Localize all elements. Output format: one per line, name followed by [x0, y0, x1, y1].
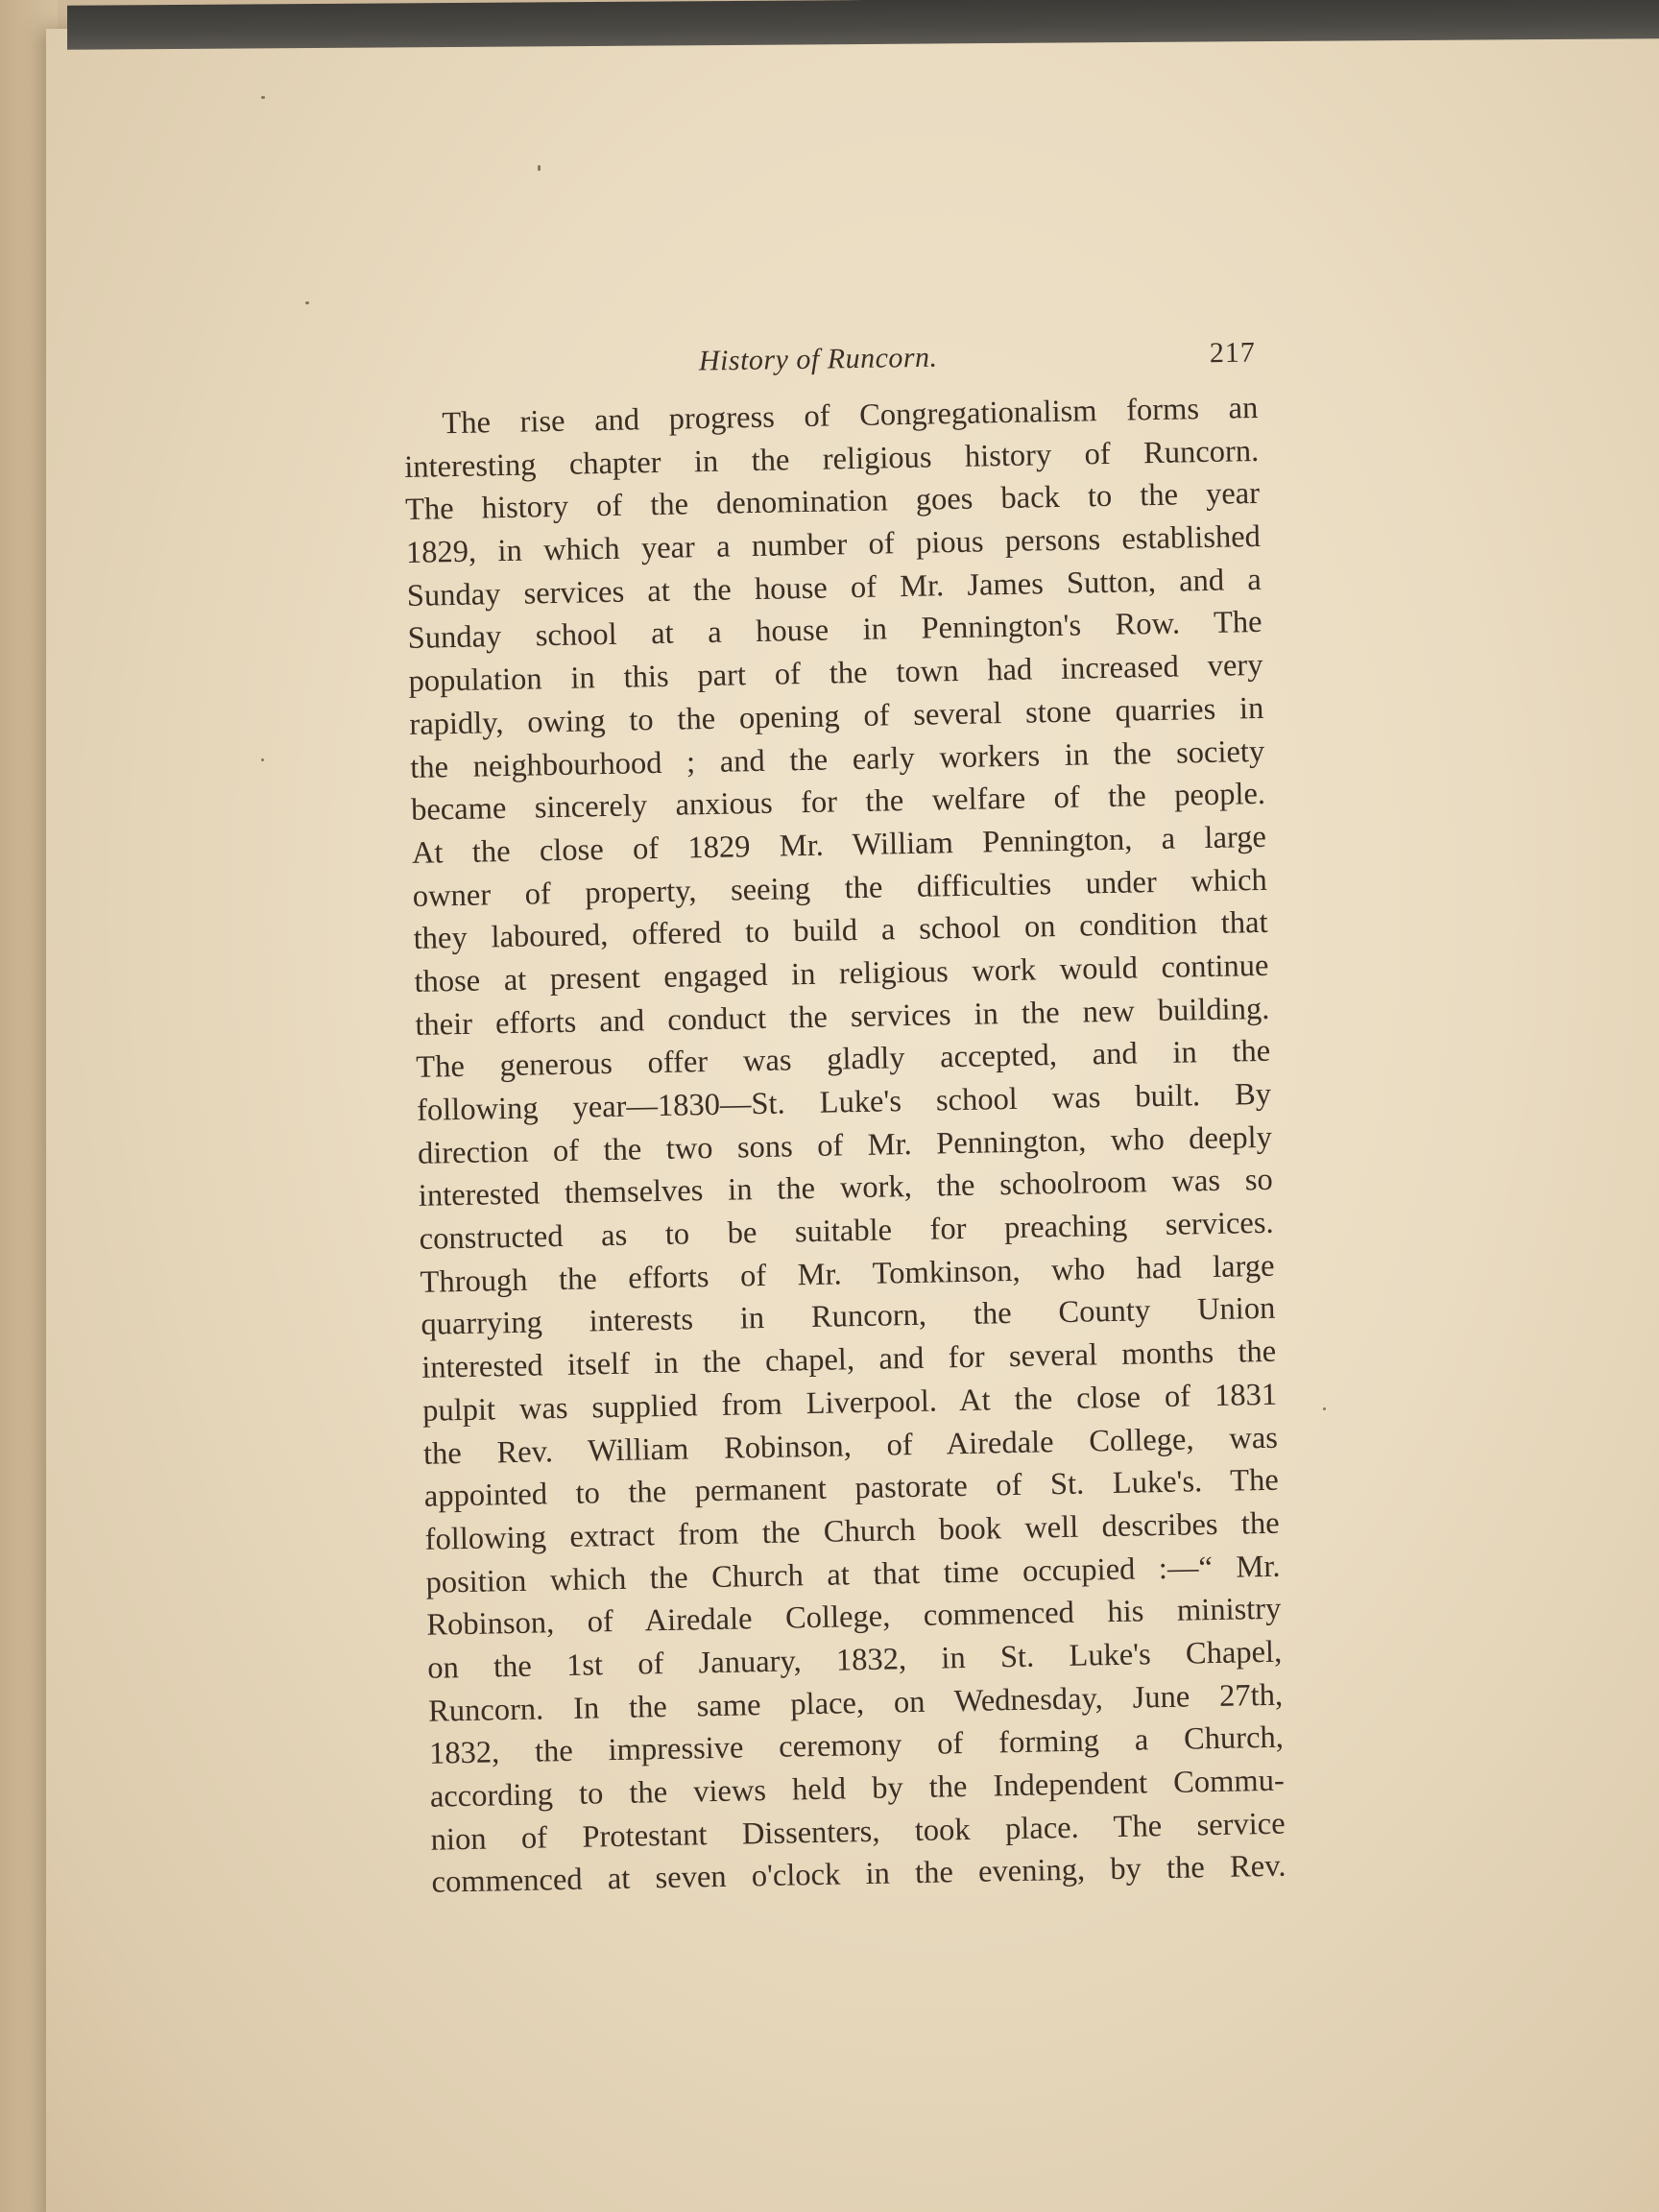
text-line: constructed as to be suitable for preaching services.	[419, 1205, 1274, 1257]
text-line: interesting chapter in the religious history of Runcorn.	[403, 433, 1260, 485]
paper-speck	[261, 758, 264, 761]
paper-speck	[305, 301, 309, 304]
paper-speck	[261, 96, 265, 99]
text-line: the Rev. William Robinson, of Airedale College, was	[422, 1420, 1279, 1472]
paper-speck	[1323, 1407, 1326, 1410]
text-line: The generous offer was gladly accepted, and in the	[415, 1034, 1271, 1086]
text-line: The rise and progress of Congregationalism forms an	[442, 390, 1259, 442]
body-paragraph	[403, 387, 1286, 1905]
text-line: Sunday school at a house in Pennington's Row. The	[407, 605, 1262, 657]
text-line: on the 1st of January, 1832, in St. Luke's Chapel,	[426, 1634, 1283, 1686]
running-title: History of Runcorn.	[698, 341, 938, 377]
paper-speck	[538, 165, 541, 171]
text-line: Robinson, of Airedale College, commenced his ministry	[426, 1591, 1282, 1644]
text-line: nion of Protestant Dissenters, took place. The service	[430, 1806, 1286, 1858]
text-line: appointed to the permanent pastorate of St. Luke's. The	[423, 1462, 1280, 1514]
text-line: interested themselves in the work, the schoolroom was so	[418, 1163, 1274, 1214]
text-line: became sincerely anxious for the welfare of the people.	[410, 777, 1266, 829]
text-line: their efforts and conduct the services in the new building.	[415, 991, 1270, 1043]
text-line: pulpit was supplied from Liverpool. At the close of 1831	[421, 1377, 1278, 1429]
text-line: according to the views held by the Independent Commu-	[429, 1763, 1286, 1815]
text-line: those at present engaged in religious work would continue	[414, 948, 1269, 999]
text-line: quarrying interests in Runcorn, the County Union	[421, 1291, 1276, 1343]
text-line: position which the Church at that time occupied :—“ Mr.	[425, 1549, 1281, 1600]
text-line: At the close of 1829 Mr. William Pennington, a large	[411, 819, 1267, 871]
text-line: 1832, the impressive ceremony of forming a Church,	[428, 1719, 1285, 1772]
running-header	[699, 336, 1257, 393]
text-line: they laboured, offered to build a school on condition that	[413, 905, 1268, 957]
text-line: Through the efforts of Mr. Tomkinson, who had large	[420, 1248, 1275, 1300]
text-line: commenced at seven o'clock in the evening, by the Rev.	[431, 1849, 1286, 1901]
page-number: 217	[1209, 336, 1257, 370]
text-line: population in this part of the town had increased very	[408, 647, 1263, 700]
text-line: direction of the two sons of Mr. Pennington, who deeply	[417, 1119, 1273, 1171]
text-line: the neighbourhood ; and the early workers in the society	[409, 733, 1265, 785]
text-line: The history of the denomination goes back to the year	[404, 476, 1261, 528]
text-line: rapidly, owing to the opening of several stone quarries in	[409, 690, 1264, 742]
text-line: following year—1830—St. Luke's school was built. By	[416, 1076, 1272, 1128]
text-line: interested itself in the chapel, and for several months the	[421, 1334, 1277, 1385]
text-line: Runcorn. In the same place, on Wednesday, June 27th,	[427, 1677, 1284, 1729]
text-line: following extract from the Church book well describes the	[424, 1505, 1280, 1557]
text-line: 1829, in which year a number of pious persons established	[405, 518, 1262, 571]
text-line: owner of property, seeing the difficulties under which	[412, 862, 1268, 914]
text-line: Sunday services at the house of Mr. James Sutton, and a	[406, 562, 1262, 613]
